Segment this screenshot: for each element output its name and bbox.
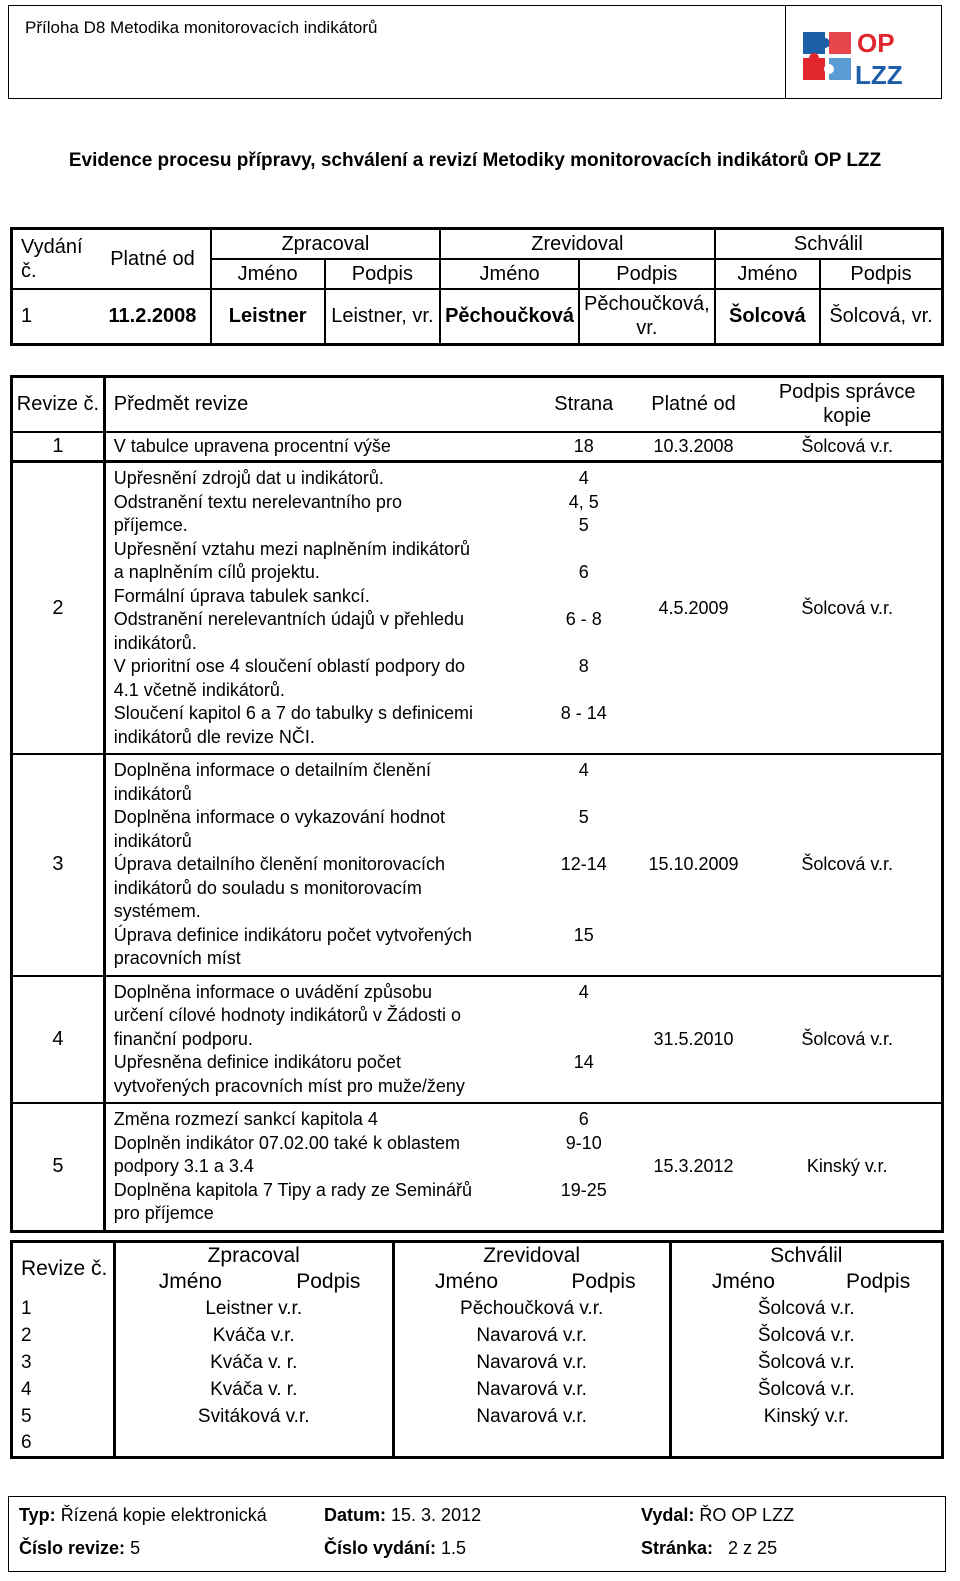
approval-reviewed: Navarová v.r. bbox=[393, 1323, 670, 1350]
logo-text-top: OP bbox=[857, 28, 895, 58]
subject-line: Doplněna informace o uvádění způsobu bbox=[113, 981, 432, 1002]
subject-line: pracovních míst bbox=[113, 948, 241, 968]
approval-approved: Kinský v.r. bbox=[670, 1404, 942, 1431]
h-page: Strana bbox=[534, 377, 634, 432]
approval-prepared: Leistner v.r. bbox=[114, 1296, 393, 1323]
revision-pages bbox=[534, 432, 634, 462]
revision-valid-from: 10.3.2008 bbox=[634, 432, 754, 462]
subject-line: Doplněna kapitola 7 Tipy a rady ze Seminářů bbox=[113, 1179, 472, 1200]
approved-name: Šolcová bbox=[715, 289, 820, 345]
h-reviewed-sign: Podpis bbox=[571, 1270, 636, 1293]
revision-subject bbox=[104, 432, 534, 462]
approval-reviewed: Navarová v.r. bbox=[393, 1404, 670, 1431]
approved-sign: Šolcová, vr. bbox=[820, 289, 942, 345]
subject-line: Odstranění textu nerelevantního pro bbox=[113, 491, 402, 512]
h-reviewed-sign: Podpis bbox=[579, 259, 715, 289]
approval-reviewed: Pěchoučková v.r. bbox=[393, 1296, 670, 1323]
document-footer bbox=[8, 1496, 946, 1572]
h-approved: Schválil bbox=[670, 1242, 942, 1269]
approval-row bbox=[12, 1404, 943, 1431]
approval-reviewed: Navarová v.r. bbox=[393, 1377, 670, 1404]
page-value bbox=[534, 783, 634, 807]
approval-approved: Šolcová v.r. bbox=[670, 1323, 942, 1350]
revision-valid-from: 15.10.2009 bbox=[634, 754, 754, 976]
footer-issued: Vydal: ŘO OP LZZ bbox=[641, 1505, 795, 1525]
subject-line: 4.1 včetně indikátorů. bbox=[113, 679, 285, 700]
revision-signature: Šolcová v.r. bbox=[753, 462, 942, 755]
subject-line: Doplněna informace o vykazování hodnot bbox=[113, 807, 445, 827]
subject-line: V prioritní ose 4 sloučení oblastí podpory do bbox=[113, 656, 465, 676]
page-value bbox=[534, 877, 634, 901]
header-title: Příloha D8 Metodika monitorovacích indikátorů bbox=[25, 18, 378, 37]
page-value: 5 bbox=[578, 515, 589, 535]
subject-line: podpory 3.1 a 3.4 bbox=[113, 1156, 254, 1176]
h-revision: Revize č. bbox=[12, 377, 105, 432]
revision-table bbox=[10, 375, 944, 1233]
approval-revision-number: 3 bbox=[21, 1352, 32, 1373]
revision-signature: Šolcová v.r. bbox=[753, 754, 942, 976]
approval-approved bbox=[670, 1431, 942, 1458]
prepared-sign: Leistner, vr. bbox=[325, 289, 440, 345]
subject-line: V tabulce upravena procentní výše bbox=[113, 435, 391, 456]
h-prepared-name: Jméno bbox=[114, 1269, 265, 1296]
approval-revision-number: 2 bbox=[21, 1325, 32, 1346]
subject-line: Formální úprava tabulek sankcí. bbox=[113, 585, 370, 606]
subject-line: vytvořených pracovních míst pro muže/ženy bbox=[113, 1075, 465, 1096]
revision-subject bbox=[104, 1103, 534, 1231]
page-value bbox=[534, 679, 634, 703]
approval-prepared: Svitáková v.r. bbox=[114, 1404, 393, 1431]
footer-revision: Číslo revize: 5 bbox=[19, 1538, 141, 1558]
document-title: Evidence procesu přípravy, schválení a revizí Metodiky monitorovacích indikátorů OP LZZ bbox=[68, 150, 882, 171]
page-value: 8 - 14 bbox=[560, 703, 607, 723]
revision-row bbox=[12, 432, 943, 462]
page-value: 4 bbox=[578, 760, 589, 780]
page-value bbox=[534, 538, 634, 562]
h-reviewed-name: Jméno bbox=[440, 259, 579, 289]
page-value bbox=[534, 632, 634, 656]
revision-number: 2 bbox=[12, 462, 105, 755]
h-prepared-sign: Podpis bbox=[296, 1270, 361, 1293]
h-revision: Revize č. bbox=[21, 1257, 108, 1281]
page-value: 4 bbox=[578, 981, 589, 1002]
page-value bbox=[534, 1075, 634, 1099]
h-approved-name: Jméno bbox=[670, 1269, 815, 1296]
approval-revision-number: 1 bbox=[21, 1298, 32, 1319]
page-value: 8 bbox=[578, 656, 589, 676]
h-prepared: Zpracoval bbox=[211, 229, 440, 259]
approval-prepared: Kváča v. r. bbox=[114, 1350, 393, 1377]
subject-line: Změna rozmezí sankcí kapitola 4 bbox=[113, 1109, 378, 1129]
approval-prepared: Kváča v.r. bbox=[114, 1323, 393, 1350]
h-approved-sign: Podpis bbox=[845, 1270, 911, 1293]
approval-approved: Šolcová v.r. bbox=[670, 1350, 942, 1377]
h-reviewed: Zrevidoval bbox=[393, 1242, 670, 1269]
page-value: 4, 5 bbox=[568, 491, 599, 512]
approval-table bbox=[10, 1240, 944, 1459]
revision-number: 3 bbox=[12, 754, 105, 976]
subject-line: systémem. bbox=[113, 901, 201, 921]
header-divider bbox=[785, 6, 786, 98]
revision-pages bbox=[534, 1103, 634, 1231]
subject-line: indikátorů. bbox=[113, 632, 197, 653]
revision-number: 4 bbox=[12, 976, 105, 1104]
h-approved-sign: Podpis bbox=[820, 259, 942, 289]
subject-line: Sloučení kapitol 6 a 7 do tabulky s definicemi bbox=[113, 703, 473, 723]
h-prepared: Zpracoval bbox=[114, 1242, 393, 1269]
page-value: 12-14 bbox=[560, 854, 607, 874]
subject-line: Doplněn indikátor 07.02.00 také k oblastem bbox=[113, 1132, 460, 1153]
op-lzz-logo bbox=[793, 14, 913, 94]
revision-number: 5 bbox=[12, 1103, 105, 1231]
h-prepared-name: Jméno bbox=[211, 259, 325, 289]
page-value: 19-25 bbox=[560, 1179, 607, 1200]
approval-row bbox=[12, 1350, 943, 1377]
approval-prepared bbox=[114, 1431, 393, 1458]
edition-table bbox=[10, 227, 944, 346]
footer-page: Stránka: 2 z 25 bbox=[641, 1538, 778, 1558]
revision-valid-from: 15.3.2012 bbox=[634, 1103, 754, 1231]
h-signature: Podpis správce kopie bbox=[753, 377, 942, 432]
subject-line: Upřesnění vztahu mezi naplněním indikátorů bbox=[113, 538, 470, 559]
subject-line: a naplněním cílů projektu. bbox=[113, 562, 320, 582]
subject-line: určení cílové hodnoty indikátorů v Žádosti o bbox=[113, 1005, 461, 1025]
page-value: 18 bbox=[573, 435, 594, 456]
page-value: 9-10 bbox=[565, 1132, 602, 1153]
subject-line: Úprava detailního členění monitorovacích bbox=[113, 854, 445, 874]
approval-revision-number: 6 bbox=[21, 1432, 32, 1454]
subject-line: finanční podporu. bbox=[113, 1028, 253, 1049]
page-value: 5 bbox=[578, 807, 589, 827]
footer-edition: Číslo vydání: 1.5 bbox=[324, 1538, 467, 1558]
h-edition: Vydání č. bbox=[12, 229, 96, 289]
page-value: 6 bbox=[578, 562, 589, 582]
revision-pages bbox=[534, 976, 634, 1104]
subject-line: indikátorů bbox=[113, 783, 192, 804]
revision-rows bbox=[12, 432, 943, 1232]
subject-line: příjemce. bbox=[113, 515, 188, 535]
subject-line: Upřesněna definice indikátoru počet bbox=[113, 1052, 401, 1072]
footer-row-1 bbox=[19, 1505, 939, 1535]
approval-approved: Šolcová v.r. bbox=[670, 1377, 942, 1404]
h-subject: Předmět revize bbox=[104, 377, 534, 432]
revision-subject bbox=[104, 754, 534, 976]
subject-line: Odstranění nerelevantních údajů v přehledu bbox=[113, 609, 465, 629]
page-value: 6 - 8 bbox=[565, 609, 602, 629]
approval-row bbox=[12, 1296, 943, 1323]
h-prepared-sign: Podpis bbox=[325, 259, 440, 289]
approval-row bbox=[12, 1377, 943, 1404]
page-value bbox=[534, 726, 634, 750]
page-value: 14 bbox=[573, 1052, 594, 1072]
page-value: 4 bbox=[578, 468, 589, 488]
page-value bbox=[534, 830, 634, 854]
h-reviewed: Zrevidoval bbox=[440, 229, 715, 259]
revision-subject bbox=[104, 976, 534, 1104]
approval-rows bbox=[12, 1296, 943, 1458]
edition-valid-from: 11.2.2008 bbox=[95, 289, 210, 345]
approval-prepared: Kváča v. r. bbox=[114, 1377, 393, 1404]
page-value bbox=[534, 1202, 634, 1226]
revision-signature: Šolcová v.r. bbox=[753, 976, 942, 1104]
page-value bbox=[534, 947, 634, 971]
subject-line: indikátorů bbox=[113, 830, 192, 851]
revision-row bbox=[12, 462, 943, 755]
subject-line: pro příjemce bbox=[113, 1203, 214, 1223]
revision-row bbox=[12, 754, 943, 976]
approval-revision-number: 5 bbox=[21, 1406, 32, 1427]
edition-no: 1 bbox=[12, 289, 96, 345]
approval-reviewed bbox=[393, 1431, 670, 1458]
h-approved-name: Jméno bbox=[715, 259, 820, 289]
subject-line: indikátorů do souladu s monitorovacím bbox=[113, 877, 422, 898]
footer-type: Typ: Řízená kopie elektronická bbox=[19, 1505, 267, 1525]
approval-revision-number: 4 bbox=[21, 1379, 32, 1400]
revision-valid-from: 31.5.2010 bbox=[634, 976, 754, 1104]
approval-reviewed: Navarová v.r. bbox=[393, 1350, 670, 1377]
h-reviewed-name: Jméno bbox=[393, 1269, 538, 1296]
revision-number: 1 bbox=[12, 432, 105, 462]
prepared-name: Leistner bbox=[211, 289, 325, 345]
page-value: 15 bbox=[573, 924, 594, 945]
revision-row bbox=[12, 1103, 943, 1231]
approval-row bbox=[12, 1431, 943, 1458]
h-approved: Schválil bbox=[715, 229, 943, 259]
revision-valid-from: 4.5.2009 bbox=[634, 462, 754, 755]
reviewed-name: Pěchoučková bbox=[440, 289, 579, 345]
subject-line: Úprava definice indikátoru počet vytvořených bbox=[113, 924, 472, 945]
h-valid-from: Platné od bbox=[634, 377, 754, 432]
h-valid-from: Platné od bbox=[95, 229, 210, 289]
subject-line: indikátorů dle revize NČI. bbox=[113, 726, 315, 747]
reviewed-sign: Pěchoučková, vr. bbox=[579, 289, 715, 345]
subject-line: Upřesnění zdrojů dat u indikátorů. bbox=[113, 468, 384, 488]
page-value bbox=[534, 1004, 634, 1028]
revision-signature: Kinský v.r. bbox=[753, 1103, 942, 1231]
footer-row-2 bbox=[19, 1538, 939, 1568]
page-value bbox=[534, 900, 634, 924]
approval-row bbox=[12, 1323, 943, 1350]
page-value bbox=[534, 1155, 634, 1179]
document-header bbox=[8, 5, 942, 99]
page-value: 6 bbox=[578, 1109, 589, 1129]
revision-signature: Šolcová v.r. bbox=[753, 432, 942, 462]
revision-pages bbox=[534, 754, 634, 976]
revision-row bbox=[12, 976, 943, 1104]
revision-subject bbox=[104, 462, 534, 755]
page-value bbox=[534, 1028, 634, 1052]
page-value bbox=[534, 585, 634, 609]
approval-approved: Šolcová v.r. bbox=[670, 1296, 942, 1323]
footer-date: Datum: 15. 3. 2012 bbox=[324, 1505, 482, 1525]
revision-pages bbox=[534, 462, 634, 755]
logo-text-bottom: LZZ bbox=[855, 60, 903, 90]
subject-line: Doplněna informace o detailním členění bbox=[113, 760, 431, 780]
